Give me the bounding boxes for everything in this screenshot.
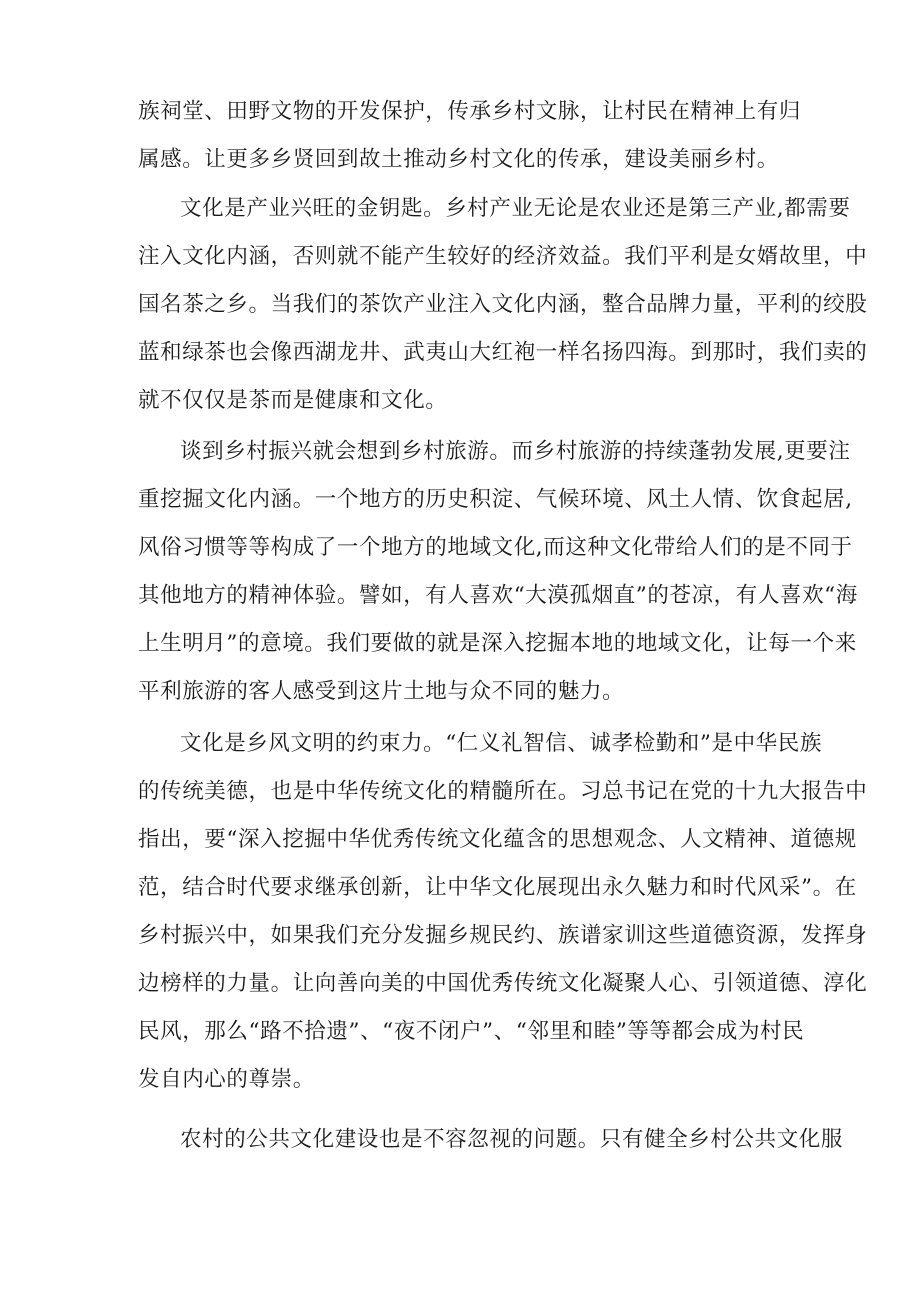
text-line-1: 族祠堂、田野文物的开发保护，传承乡村文脉，让村民在精神上有归 [138, 99, 802, 124]
text-line-8: 谈到乡村振兴就会想到乡村旅游。而乡村旅游的持续蓬勃发展,更要注 [180, 439, 851, 464]
text-line-9: 重挖掘文化内涵。一个地方的历史积淀、气候环境、风土人情、饮食起居, [138, 487, 853, 512]
text-line-17: 范，结合时代要求继承创新，让中华文化展现出永久魅力和时代风采”。在 [138, 875, 857, 900]
text-line-3: 文化是产业兴旺的金钥匙。乡村产业无论是农业还是第三产业,都需要 [180, 196, 851, 221]
text-line-5: 国名茶之乡。当我们的茶饮产业注入文化内涵，整合品牌力量，平利的绞股 [138, 292, 868, 317]
text-line-12: 上生明月”的意境。我们要做的就是深入挖掘本地的地域文化，让每一个来 [138, 631, 857, 656]
text-line-7: 就不仅仅是茶而是健康和文化。 [138, 388, 448, 413]
text-line-20: 民风，那么“路不拾遗”、“夜不闭户”、“邻里和睦”等等都会成为村民 [138, 1019, 805, 1044]
text-line-14: 文化是乡风文明的约束力。“仁义礼智信、诚孝检勤和”是中华民族 [180, 731, 822, 756]
text-line-21: 发自内心的尊崇。 [138, 1067, 315, 1092]
text-line-15: 的传统美德，也是中华传统文化的精髓所在。习总书记在党的十九大报告中 [138, 779, 868, 804]
text-line-4: 注入文化内涵，否则就不能产生较好的经济效益。我们平利是女婿故里，中 [138, 244, 868, 269]
text-line-6: 蓝和绿茶也会像西湖龙井、武夷山大红袍一样名扬四海。到那时，我们卖的 [138, 340, 868, 365]
text-line-11: 其他地方的精神体验。譬如，有人喜欢“大漠孤烟直”的苍凉，有人喜欢“海 [138, 583, 858, 608]
text-line-18: 乡村振兴中，如果我们充分发掘乡规民约、族谱家训这些道德资源，发挥身 [138, 923, 868, 948]
text-line-13: 平利旅游的客人感受到这片土地与众不同的魅力。 [138, 679, 625, 704]
text-line-19: 边榜样的力量。让向善向美的中国优秀传统文化凝聚人心、引领道德、淳化 [138, 971, 868, 996]
text-line-22: 农村的公共文化建设也是不容忽视的问题。只有健全乡村公共文化服 [180, 1127, 844, 1152]
text-line-2: 属感。让更多乡贤回到故土推动乡村文化的传承，建设美丽乡村。 [138, 147, 779, 172]
text-line-10: 风俗习惯等等构成了一个地方的地域文化,而这种文化带给人们的是不同于 [138, 535, 853, 560]
text-line-16: 指出，要“深入挖掘中华优秀传统文化蕴含的思想观念、人文精神、道德规 [138, 827, 857, 852]
